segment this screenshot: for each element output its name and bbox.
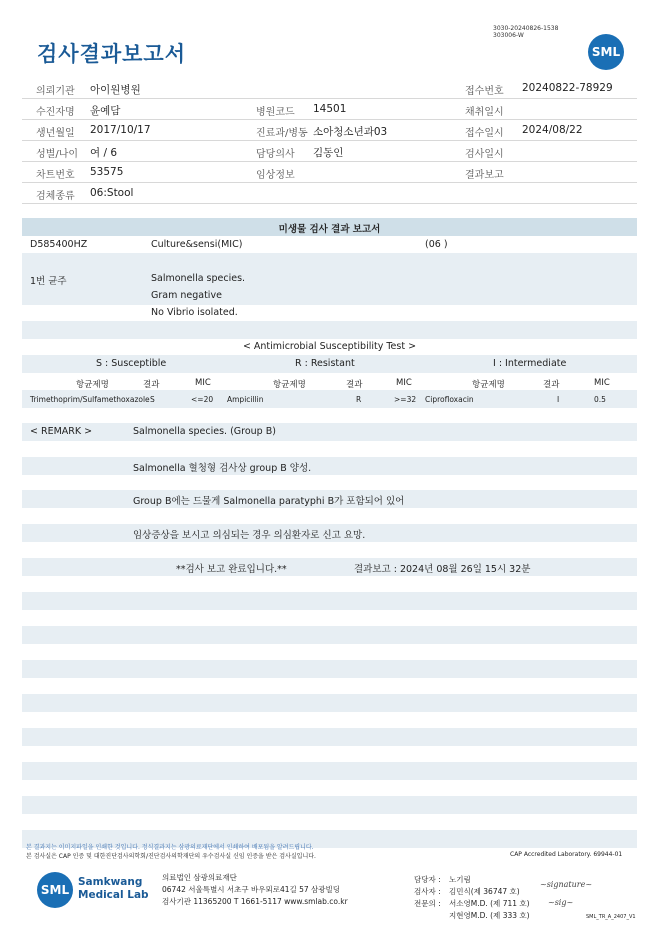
drug-mic: >=32 bbox=[394, 395, 417, 404]
col-header-drug: 항균제명 bbox=[273, 380, 306, 390]
footer-sml-logo-icon: SML bbox=[37, 872, 73, 908]
info-row bbox=[22, 141, 637, 162]
info-label: 생년월일 bbox=[36, 128, 75, 139]
patient-info-table bbox=[22, 78, 637, 204]
info-label: 성별/나이 bbox=[36, 149, 79, 160]
remark-line: Salmonella species. (Group B) bbox=[133, 426, 276, 437]
remark-label: < REMARK > bbox=[30, 426, 93, 437]
drug-result: R bbox=[356, 395, 362, 404]
isolate-line: Salmonella species. bbox=[151, 273, 246, 284]
info-value: 윤예담 bbox=[90, 105, 121, 117]
drug-result: I bbox=[557, 395, 560, 404]
info-row bbox=[22, 78, 637, 99]
isolate-line: Gram negative bbox=[151, 290, 222, 301]
row-band bbox=[22, 558, 637, 576]
row-band bbox=[22, 270, 637, 288]
drug-name: Ampicillin bbox=[227, 395, 264, 404]
test-code: D585400HZ bbox=[30, 239, 88, 250]
legend-resistant: R : Resistant bbox=[295, 358, 355, 369]
info-label: 병원코드 bbox=[256, 107, 295, 118]
row-band bbox=[22, 762, 637, 780]
staff-name: 김민식(제 36747 호) bbox=[449, 887, 520, 896]
info-value: 소아청소년과03 bbox=[313, 126, 388, 138]
test-count: (06 ) bbox=[425, 239, 448, 250]
form-code: SML_TR_A_2407_V1 bbox=[586, 914, 636, 920]
remark-line: Group B에는 드물게 Salmonella paratyphi B가 포함되어 있어 bbox=[133, 496, 405, 507]
info-label: 검사일시 bbox=[465, 149, 504, 160]
row-band bbox=[22, 592, 637, 610]
row-band bbox=[22, 728, 637, 746]
row-band bbox=[22, 626, 637, 644]
col-header-result: 결과 bbox=[143, 380, 160, 390]
row-band bbox=[22, 660, 637, 678]
row-band bbox=[22, 423, 637, 441]
info-label: 진료과/병동 bbox=[256, 128, 308, 139]
footer-note-cap: 본 검사실은 CAP 인증 및 대한진단검사의학회/진단검사의학재단의 우수검사실 신임 인증을 받은 검사실입니다. bbox=[26, 853, 316, 860]
col-header-drug: 항균제명 bbox=[76, 380, 109, 390]
staff-role: 전문의 : bbox=[414, 899, 441, 908]
isolate-label: 1번 균주 bbox=[30, 276, 67, 287]
drug-mic: 0.5 bbox=[594, 395, 606, 404]
test-name: Culture&sensi(MIC) bbox=[151, 239, 243, 250]
col-header-result: 결과 bbox=[543, 380, 560, 390]
info-label: 채취일시 bbox=[465, 107, 504, 118]
info-row bbox=[22, 183, 637, 204]
col-header-drug: 항균제명 bbox=[472, 380, 505, 390]
staff-name: 노기림 bbox=[449, 875, 471, 884]
info-label: 접수번호 bbox=[465, 86, 504, 97]
col-header-mic: MIC bbox=[195, 378, 211, 388]
col-header-mic: MIC bbox=[396, 378, 412, 388]
info-value: 김동인 bbox=[313, 147, 344, 159]
staff-name: 지현영M.D. (제 333 호) bbox=[449, 911, 530, 920]
ast-title: < Antimicrobial Susceptibility Test > bbox=[242, 341, 417, 352]
info-label: 임상정보 bbox=[256, 170, 295, 181]
footer-brand: Samkwang Medical Lab bbox=[78, 876, 149, 901]
info-value: 여 / 6 bbox=[90, 147, 118, 159]
info-row bbox=[22, 120, 637, 141]
row-band bbox=[22, 287, 637, 305]
info-row bbox=[22, 99, 637, 120]
info-value: 53575 bbox=[90, 166, 124, 178]
drug-name: Trimethoprim/Sulfamethoxazole bbox=[30, 395, 150, 404]
info-label: 접수일시 bbox=[465, 128, 504, 139]
row-band bbox=[22, 253, 637, 271]
footer-note-print: 본 결과지는 이미지파일을 인쇄한 것입니다. 정식결과지는 삼광의료재단에서 인쇄하여 배포됨을 알려드립니다. bbox=[26, 844, 314, 851]
remark-line: 임상증상을 보시고 의심되는 경우 의심환자로 신고 요망. bbox=[133, 530, 366, 541]
isolate-line: No Vibrio isolated. bbox=[151, 307, 238, 318]
row-band bbox=[22, 321, 637, 339]
staff-name: 서소영M.D. (제 711 호) bbox=[449, 899, 530, 908]
staff-role: 검사자 : bbox=[414, 887, 441, 896]
info-label: 결과보고 bbox=[465, 170, 504, 181]
complete-message: **검사 보고 완료입니다.** bbox=[176, 564, 287, 575]
sml-logo-icon: SML bbox=[588, 34, 624, 70]
row-band bbox=[22, 796, 637, 814]
info-row bbox=[22, 162, 637, 183]
report-time: 결과보고 : 2024년 08월 26일 15시 32분 bbox=[354, 564, 531, 575]
cap-accreditation: CAP Accredited Laboratory. 69944-01 bbox=[510, 851, 623, 858]
staff-role: 담당자 : bbox=[414, 875, 441, 884]
barcode-text: 3030-20240826-1538 303006-W bbox=[493, 25, 559, 39]
col-header-result: 결과 bbox=[346, 380, 363, 390]
drug-result: S bbox=[150, 395, 155, 404]
info-label: 차트번호 bbox=[36, 170, 75, 181]
info-label: 검체종류 bbox=[36, 191, 75, 202]
info-value: 2024/08/22 bbox=[522, 124, 583, 136]
footer-org: 의료법인 삼광의료재단 bbox=[162, 873, 237, 882]
signature-icon: ~sig~ bbox=[548, 898, 574, 907]
info-value: 20240822-78929 bbox=[522, 82, 613, 94]
info-value: 14501 bbox=[313, 103, 347, 115]
signature-icon: ~signature~ bbox=[540, 880, 593, 889]
page-title: 검사결과보고서 bbox=[37, 42, 187, 66]
row-band bbox=[22, 457, 637, 475]
legend-susceptible: S : Susceptible bbox=[96, 358, 167, 369]
info-value: 06:Stool bbox=[90, 187, 134, 199]
remark-line: Salmonella 혈청형 검사상 group B 양성. bbox=[133, 463, 312, 474]
info-label: 담당의사 bbox=[256, 149, 295, 160]
legend-intermediate: I : Intermediate bbox=[493, 358, 567, 369]
drug-mic: <=20 bbox=[191, 395, 214, 404]
info-label: 수진자명 bbox=[36, 107, 75, 118]
info-label: 의뢰기관 bbox=[36, 86, 75, 97]
info-value: 아이원병원 bbox=[90, 84, 141, 96]
col-header-mic: MIC bbox=[594, 378, 610, 388]
drug-name: Ciprofloxacin bbox=[425, 395, 474, 404]
footer-contact: 검사기관 11365200 T 1661-5117 www.smlab.co.kr bbox=[162, 897, 348, 906]
info-value: 2017/10/17 bbox=[90, 124, 151, 136]
section-title: 미생물 검사 결과 보고서 bbox=[278, 224, 381, 235]
footer-address: 06742 서울특별시 서초구 바우뫼로41길 57 삼광빌딩 bbox=[162, 885, 341, 894]
row-band bbox=[22, 694, 637, 712]
